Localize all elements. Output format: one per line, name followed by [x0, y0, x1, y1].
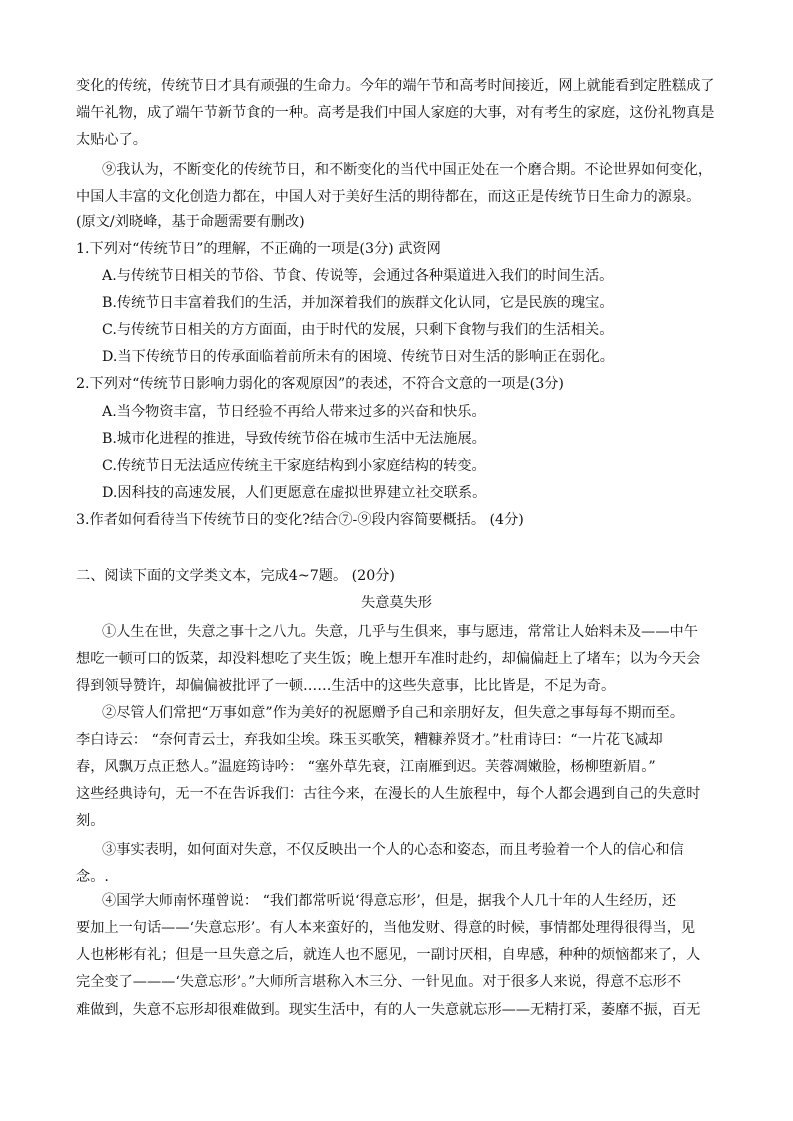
paragraph-3-line-1: ③事实表明，如何面对失意，不仅反映出一个人的心态和姿态，而且考验着一个人的信心和信 [102, 842, 684, 858]
paragraph-2-line-4: 这些经典诗句，无一不在告诉我们：古往今来，在漫长的人生旅程中，每个人都会遇到自己的失意时 [76, 786, 701, 802]
paragraph-8-line-2: 端午礼物，成了端午节新节食的一种。高考是我们中国人家庭的大事，对有考生的家庭，这份礼物真是 [76, 105, 715, 121]
question-2-option-c: C.传统节日无法适应传统主干家庭结构到小家庭结构的转变。 [102, 458, 486, 474]
question-1-option-c: C.与传统节日相关的方方面面，由于时代的发展，只剩下食物与我们的生活相关。 [102, 322, 614, 338]
question-2: 2.下列对“传统节日影响力弱化的客观原因”的表述，不符合文意的一项是(3分) [76, 376, 564, 392]
section-2-heading: 二、阅读下面的文学类文本，完成4~7题。 (20分) [76, 568, 395, 584]
paragraph-8-line-1: 变化的传统，传统节日才具有顽强的生命力。今年的端午节和高考时间接近，网上就能看到定胜糕成了 [76, 78, 715, 94]
paragraph-2-line-3: 春，风飘万点正愁人。”温庭筠诗吟： “塞外草先衰，江南雁到迟。芙蓉凋嫩脸，杨柳堕新眉。” [76, 759, 656, 775]
paragraph-2-line-1: ②尽管人们常把“万事如意”作为美好的祝愿赠予自己和亲朋好友，但失意之事每每不期而至。 [102, 705, 685, 721]
question-2-option-b: B.城市化进程的推进，导致传统节俗在城市生活中无法施展。 [102, 431, 486, 447]
paragraph-2-line-2: 李白诗云： “奈何青云士，弃我如尘埃。珠玉买歌笑，糟糠养贤才。”杜甫诗曰：“一片花飞减却 [76, 732, 663, 748]
question-3: 3.作者如何看待当下传统节日的变化?结合⑦-⑨段内容简要概括。 (4分) [76, 512, 524, 528]
paragraph-8-line-3: 太贴心了。 [76, 132, 147, 148]
paragraph-1-line-1: ①人生在世，失意之事十之八九。失意，几乎与生俱来，事与愿违，常常让人始料未及——中午 [102, 624, 698, 640]
question-1-option-b: B.传统节日丰富着我们的生活，并加深着我们的族群文化认同，它是民族的瑰宝。 [102, 295, 614, 311]
paragraph-4-line-5: 难做到，失意不忘形却很难做到。现实生活中，有的人一失意就忘形——无精打采，萎靡不振，百无 [76, 1002, 701, 1018]
question-1-option-d: D.当下传统节日的传承面临着前所未有的困境、传统节日对生活的影响正在弱化。 [102, 349, 614, 365]
paragraph-2-line-5: 刻。 [76, 813, 105, 829]
paragraph-4-line-2: 要加上一句话——‘失意忘形’。有人本来蛮好的，当他发财、得意的时候，事情都处理得很得当，见 [76, 920, 696, 936]
question-1: 1.下列对“传统节日”的理解，不正确的一项是(3分) 武资网 [76, 241, 441, 257]
paragraph-4-line-3: 人也彬彬有礼；但是一旦失意之后，就连人也不愿见，一副讨厌相，自卑感，种种的烦恼都来了，人 [76, 947, 701, 963]
paragraph-9-line-1: ⑨我认为，不断变化的传统节日，和不断变化的当代中国正处在一个磨合期。不论世界如何变化， [102, 162, 713, 178]
question-1-option-a: A.与传统节日相关的节俗、节食、传说等，会通过各种渠道进入我们的时间生活。 [102, 268, 614, 284]
article-title: 失意莫失形 [361, 595, 432, 611]
question-2-option-d: D.因科技的高速发展，人们更愿意在虚拟世界建立社交联系。 [102, 485, 487, 501]
paragraph-1-line-2: 想吃一顿可口的饭菜，却没料想吃了夹生饭；晚上想开车准时赴约，却偏偏赶上了堵车；以为今天会 [76, 651, 701, 667]
source-note: (原文/刘晓峰，基于命题需要有删改) [76, 214, 305, 230]
paragraph-1-line-3: 得到领导赞许，却偏偏被批评了一顿……生活中的这些失意事，比比皆是，不足为奇。 [76, 678, 616, 694]
paragraph-9-line-2: 中国人丰富的文化创造力都在，中国人对于美好生活的期待都在，而这正是传统节日生命力的源泉。 [76, 189, 701, 205]
paragraph-4-line-1: ④国学大师南怀瑾曾说： “我们都常听说‘得意忘形’，但是，据我个人几十年的人生经历，还 [102, 893, 677, 909]
paragraph-4-line-4: 完全变了———‘失意忘形’。”大师所言堪称入木三分、一针见血。对于很多人来说，得意不忘形不 [76, 974, 682, 990]
paragraph-3-line-2: 念。. [76, 869, 109, 885]
question-2-option-a: A.当今物资丰富，节日经验不再给人带来过多的兴奋和快乐。 [102, 404, 486, 420]
